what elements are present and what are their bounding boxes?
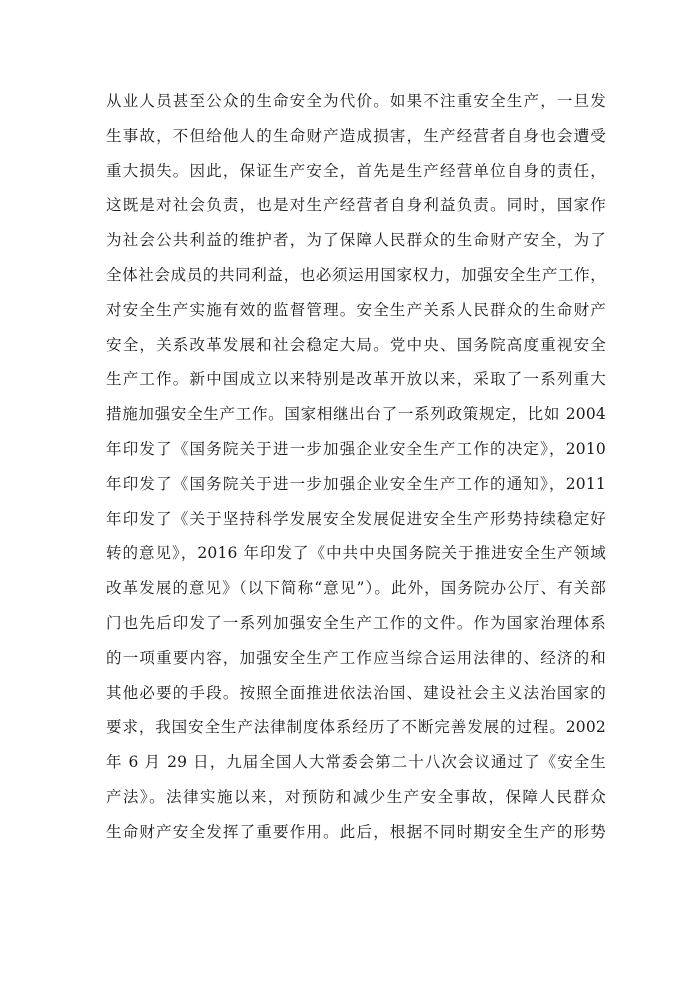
text-line: 产法》。法律实施以来，对预防和减少生产安全事故，保障人民群众 [106,787,606,806]
text-line: 生事故，不但给他人的生命财产造成损害，生产经营者自身也会遭受 [106,126,606,145]
text-line: 要求，我国安全生产法律制度体系经历了不断完善发展的过程。2002 [106,718,606,737]
text-line: 重大损失。因此，保证生产安全，首先是生产经营单位自身的责任， [106,161,606,180]
text-line: 年印发了《国务院关于进一步加强企业安全生产工作的通知》，2011 [106,474,606,493]
text-line: 全体社会成员的共同利益，也必须运用国家权力，加强安全生产工作， [106,265,606,284]
text-line: 这既是对社会负责，也是对生产经营者自身利益负责。同时，国家作 [106,196,606,215]
text-line: 的一项重要内容，加强安全生产工作应当综合运用法律的、经济的和 [106,648,606,667]
body-text [106,84,606,850]
text-line: 生命财产安全发挥了重要作用。此后，根据不同时期安全生产的形势 [106,822,606,841]
text-line: 门也先后印发了一系列加强安全生产工作的文件。作为国家治理体系 [106,613,606,632]
text-line: 从业人员甚至公众的生命安全为代价。如果不注重安全生产，一旦发 [106,92,606,110]
text-line: 生产工作。新中国成立以来特别是改革开放以来，采取了一系列重大 [106,370,606,389]
text-line: 年 6 月 29 日，九届全国人大常委会第二十八次会议通过了《安全生 [106,753,606,772]
text-line: 安全，关系改革发展和社会稳定大局。党中央、国务院高度重视安全 [106,335,606,354]
text-line: 年印发了《国务院关于进一步加强企业安全生产工作的决定》，2010 [106,439,606,458]
text-line: 其他必要的手段。按照全面推进依法治国、建设社会主义法治国家的 [106,683,606,702]
text-line: 为社会公共利益的维护者，为了保障人民群众的生命财产安全，为了 [106,231,606,250]
text-line: 转的意见》，2016 年印发了《中共中央国务院关于推进安全生产领域 [106,544,606,563]
text-line: 措施加强安全生产工作。国家相继出台了一系列政策规定，比如 2004 [106,405,606,424]
text-line: 对安全生产实施有效的监督管理。安全生产关系人民群众的生命财产 [106,300,606,319]
text-line: 改革发展的意见》（以下简称“意见”）。此外，国务院办公厅、有关部 [106,579,606,598]
text-line: 年印发了《关于坚持科学发展安全发展促进安全生产形势持续稳定好 [106,509,606,528]
